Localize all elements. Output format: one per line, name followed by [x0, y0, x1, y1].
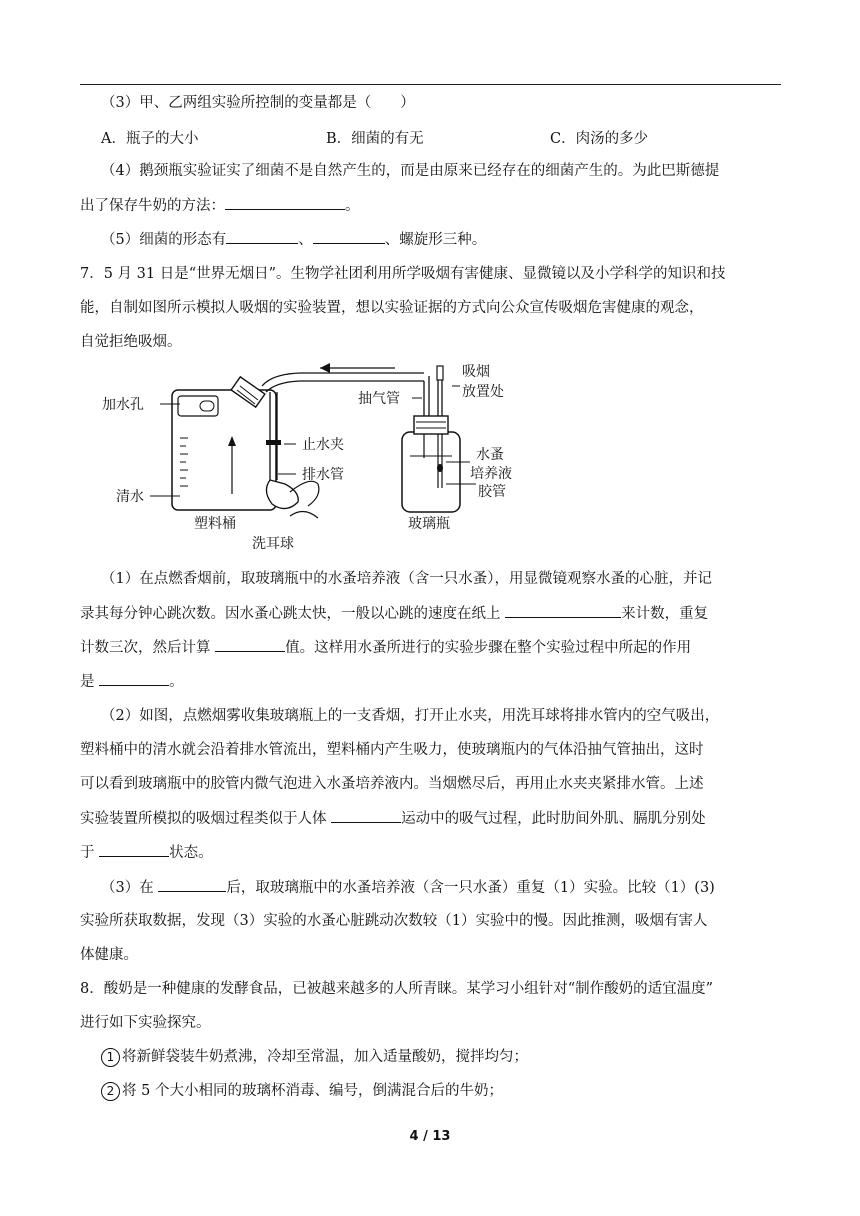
answer-blank[interactable] [505, 603, 621, 618]
q7-p1-line2 [80, 603, 708, 624]
q8-step1 [101, 1047, 528, 1067]
label-water-clamp: 止水夹 [302, 437, 344, 453]
q7-p1-text: 值。这样用水蚤所进行的实验步骤在整个实验过程中所起的作用 [285, 640, 692, 656]
q6-option-c: C．肉汤的多少 [550, 131, 649, 147]
q7-p2-line4 [80, 808, 706, 829]
q7-p3-line1 [101, 877, 715, 898]
q7-p2-text: 状态。 [169, 845, 213, 861]
answer-blank[interactable] [331, 808, 401, 823]
q6-sub5-text: （5）细菌的形态有 [101, 232, 227, 248]
q7-p2-line5 [80, 842, 213, 863]
q7-p1-line1: （1）在点燃香烟前，取玻璃瓶中的水蚤培养液（含一只水蚤），用显微镜观察水蚤的心脏，并记 [101, 571, 712, 587]
label-smoke-1: 吸烟 [462, 364, 490, 380]
q8-step2 [101, 1081, 503, 1101]
q6-sub4-line1: （4）鹅颈瓶实验证实了细菌不是自然产生的，而是由原来已经存在的细菌产生的。为此巴斯德提 [101, 163, 720, 179]
smoking-apparatus-diagram [0, 356, 860, 556]
answer-blank[interactable] [99, 671, 169, 686]
label-pump-tube: 抽气管 [358, 391, 400, 407]
q6-sub4-text: 出了保存牛奶的方法： [80, 198, 225, 214]
q7-p2-line1: （2）如图，点燃烟雾收集玻璃瓶上的一支香烟，打开止水夹，用洗耳球将排水管内的空气吸出， [101, 708, 720, 724]
q7-p2-text: 于 [80, 845, 100, 861]
q7-p2-line2: 塑料桶中的清水就会沿着排水管流出，塑料桶内产生吸力，使玻璃瓶内的气体沿抽气管抽出，这时 [80, 742, 704, 758]
q7-p1-text: 来计数，重复 [621, 606, 709, 622]
q7-p3-text: 后，取玻璃瓶中的水蚤培养液（含一只水蚤）重复（1）实验。比较（1）(3) [226, 880, 715, 896]
label-clear-water: 清水 [116, 489, 144, 505]
q7-p2-text: 实验装置所模拟的吸烟过程类似于人体 [80, 811, 332, 827]
q6-sub3: （3）甲、乙两组实验所控制的变量都是（ ） [101, 95, 415, 111]
q7-p2-text: 运动中的吸气过程，此时肋间外肌、膈肌分别处 [401, 811, 706, 827]
q8-step2-text: 将 5 个大小相同的玻璃杯消毒、编号，倒满混合后的牛奶； [122, 1083, 503, 1099]
q7-p1-text: 是 [80, 674, 100, 690]
q6-option-a: A．瓶子的大小 [101, 131, 199, 147]
label-culture-fluid: 培养液 [470, 466, 512, 482]
q7-p1-line3 [80, 637, 691, 658]
q7-p1-text: 计数三次，然后计算 [80, 640, 216, 656]
answer-blank[interactable] [225, 195, 345, 210]
label-drain-tube: 排水管 [302, 467, 344, 483]
answer-blank[interactable] [215, 637, 285, 652]
label-ear-bulb: 洗耳球 [252, 536, 294, 552]
q7-p1-line4 [80, 671, 184, 692]
label-smoke-2: 放置处 [462, 384, 504, 400]
label-water-flea: 水蚤 [476, 447, 504, 463]
q6-sub5-sep: 、 [298, 232, 313, 248]
q7-p3-text: （3）在 [101, 880, 159, 896]
q6-sub4-end: 。 [345, 198, 360, 214]
q7-p3-line2: 实验所获取数据，发现（3）实验的水蚤心脏跳动次数较（1）实验中的慢。因此推测，吸烟有害人 [80, 913, 708, 929]
q7-p3-line3: 体健康。 [80, 947, 138, 963]
q7-p2-line3: 可以看到玻璃瓶中的胶管内微气泡进入水蚤培养液内。当烟燃尽后，再用止水夹夹紧排水管。上述 [80, 776, 704, 792]
q7-intro-line3: 自觉拒绝吸烟。 [80, 334, 182, 350]
step-number-badge: 2 [101, 1082, 120, 1101]
q8-step1-text: 将新鲜袋装牛奶煮沸，冷却至常温，加入适量酸奶，搅拌均匀； [122, 1049, 528, 1065]
q6-sub5-end: 、螺旋形三种。 [384, 232, 487, 248]
q6-option-b: B．细菌的有无 [326, 131, 424, 147]
q7-intro-line1: 7．5 月 31 日是“世界无烟日”。生物学社团利用所学吸烟有害健康、显微镜以及小学科学的知识和技 [80, 266, 726, 282]
q8-line2: 进行如下实验探究。 [80, 1015, 211, 1031]
header-rule [80, 84, 781, 85]
page-number: 4 / 13 [409, 1129, 451, 1144]
answer-blank[interactable] [226, 229, 298, 244]
label-plastic-bucket: 塑料桶 [194, 516, 236, 532]
q7-p1-text: 录其每分钟心跳次数。因水蚤心跳太快，一般以心跳的速度在纸上 [80, 606, 506, 622]
label-rubber-tube: 胶管 [478, 484, 506, 500]
label-glass-bottle: 玻璃瓶 [408, 516, 450, 532]
q6-sub5 [101, 229, 486, 250]
answer-blank[interactable] [158, 877, 226, 892]
label-fill-hole: 加水孔 [102, 397, 144, 413]
answer-blank[interactable] [313, 229, 385, 244]
q8-line1: 8．酸奶是一种健康的发酵食品，已被越来越多的人所青睐。某学习小组针对“制作酸奶的适宜温度” [80, 981, 714, 997]
q7-intro-line2: 能，自制如图所示模拟人吸烟的实验装置，想以实验证据的方式向公众宣传吸烟危害健康的观念， [80, 300, 704, 316]
step-number-badge: 1 [101, 1048, 120, 1067]
q6-sub4-line2 [80, 195, 360, 216]
q7-p1-text: 。 [169, 674, 184, 690]
answer-blank[interactable] [99, 842, 169, 857]
